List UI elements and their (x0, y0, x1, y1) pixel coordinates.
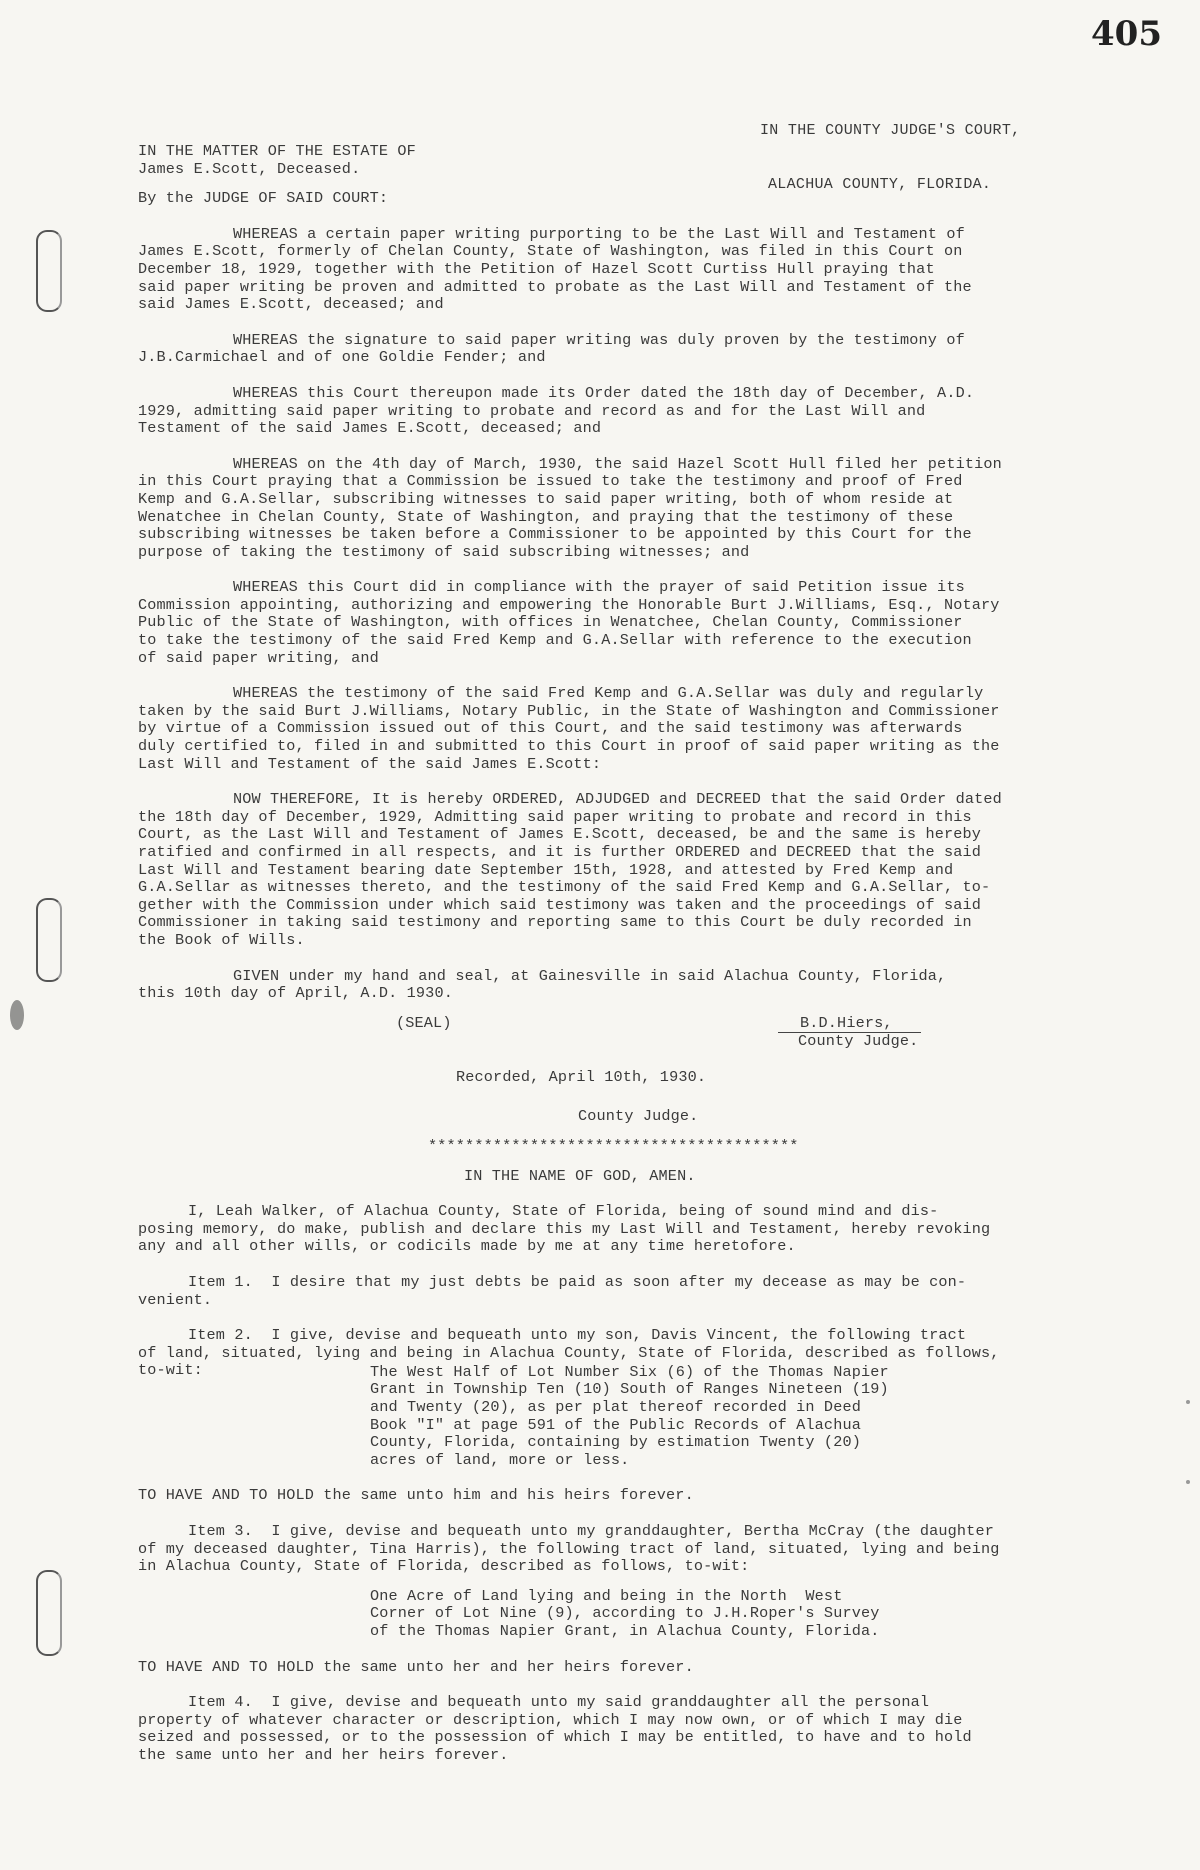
paragraph-line: Public of the State of Washington, with offices in Wenatchee, Chelan County, Commissioner (138, 613, 963, 632)
paragraph-line: the Book of Wills. (138, 930, 305, 949)
paragraph-line: to take the testimony of the said Fred Kemp and G.A.Sellar with reference to the execution (138, 631, 972, 650)
habendum-clause: TO HAVE AND TO HOLD the same unto him and his heirs forever. (138, 1486, 694, 1505)
matter-line: James E.Scott, Deceased. (138, 159, 361, 178)
paragraph-line: the same unto her and her heirs forever. (138, 1745, 509, 1764)
seal-label: (SEAL) (396, 1013, 452, 1032)
paragraph-line: WHEREAS the signature to said paper writing was duly proven by the testimony of (233, 330, 965, 349)
paragraph-line: Item 3. I give, devise and bequeath unto my granddaughter, Bertha McCray (the daughter (188, 1522, 994, 1541)
whereas-paragraph (138, 456, 1128, 562)
paragraph-line: any and all other wills, or codicils made by me at any time heretofore. (138, 1237, 796, 1256)
will-item-3 (138, 1523, 1128, 1576)
whereas-paragraph (138, 385, 1128, 438)
description-line: and Twenty (20), as per plat thereof recorded in Deed (370, 1398, 861, 1417)
paragraph-line: ratified and confirmed in all respects, and it is further ORDERED and DECREED that the said (138, 843, 982, 861)
paragraph-line: Commissioner in taking said testimony and reporting same to this Court be duly recorded in (138, 913, 972, 932)
paragraph-line: said paper writing be proven and admitted to probate as the Last Will and Testament of the (138, 277, 972, 296)
description-line: of the Thomas Napier Grant, in Alachua County, Florida. (370, 1622, 880, 1640)
paragraph-line: WHEREAS the testimony of the said Fred Kemp and G.A.Sellar was duly and regularly (233, 684, 984, 703)
paragraph-line: Court, as the Last Will and Testament of James E.Scott, deceased, be and the same is hereby (138, 825, 982, 844)
judge-title: County Judge. (798, 1031, 919, 1050)
document-body (138, 143, 1128, 1765)
description-line: The West Half of Lot Number Six (6) of the Thomas Napier (370, 1362, 889, 1381)
paragraph-line: J.B.Carmichael and of one Goldie Fender; and (138, 348, 546, 367)
paragraph-line: this 10th day of April, A.D. 1930. (138, 984, 453, 1003)
paragraph-line: WHEREAS this Court did in compliance with the prayer of said Petition issue its (233, 578, 965, 597)
judge-signature: B.D.Hiers, (778, 1015, 921, 1034)
paragraph-line: of land, situated, lying and being in Alachua County, State of Florida, described as follows, (138, 1343, 1000, 1362)
paragraph-line: I, Leah Walker, of Alachua County, State of Florida, being of sound mind and dis- (188, 1202, 939, 1221)
now-therefore-paragraph (138, 791, 1128, 949)
description-line: acres of land, more or less. (370, 1450, 630, 1469)
recorded-line: Recorded, April 10th, 1930. (456, 1067, 707, 1086)
signature-block (138, 1015, 1128, 1051)
court-header-line: ALACHUA COUNTY, FLORIDA. (768, 176, 992, 193)
paper-speck (1186, 1480, 1190, 1484)
paragraph-line: WHEREAS this Court thereupon made its Order dated the 18th day of December, A.D. (233, 383, 975, 402)
paragraph-line: December 18, 1929, together with the Petition of Hazel Scott Curtiss Hull praying that (138, 259, 935, 278)
description-line: County, Florida, containing by estimation Twenty (20) (370, 1433, 861, 1452)
whereas-paragraph (138, 226, 1128, 314)
land-description (138, 1361, 1128, 1470)
whereas-paragraph (138, 332, 1128, 367)
by-judge: By the JUDGE OF SAID COURT: (138, 189, 389, 208)
paragraph-line: Last Will and Testament of the said James E.Scott: (138, 754, 602, 773)
binder-hole-top (36, 230, 62, 312)
paragraph-line: Commission appointing, authorizing and empowering the Honorable Burt J.Williams, Esq., Notary (138, 595, 1000, 614)
binder-hole-middle (36, 898, 62, 982)
paragraph-line: WHEREAS a certain paper writing purporting to be the Last Will and Testament of (233, 224, 965, 243)
paragraph-line: Item 2. I give, devise and bequeath unto my son, Davis Vincent, the following tract (188, 1326, 967, 1345)
habendum-clause: TO HAVE AND TO HOLD the same unto her and her heirs forever. (138, 1657, 694, 1676)
description-line: Corner of Lot Nine (9), according to J.H.Roper's Survey (370, 1604, 880, 1623)
paragraph-line: in this Court praying that a Commission be issued to take the testimony and proof of Fred (138, 472, 963, 491)
will-item-1 (138, 1274, 1128, 1309)
paragraph-line: purpose of taking the testimony of said subscribing witnesses; and (138, 542, 750, 561)
paragraph-line: Wenatchee in Chelan County, State of Washington, and praying that the testimony of these (138, 507, 954, 526)
paragraph-line: in Alachua County, State of Florida, described as follows, to-wit: (138, 1557, 750, 1576)
description-line: One Acre of Land lying and being in the North West (370, 1586, 843, 1605)
whereas-paragraph (138, 579, 1128, 667)
paragraph-line: seized and possessed, or to the possession of which I may be entitled, to have and to hold (138, 1728, 972, 1747)
paragraph-line: Last Will and Testament bearing date September 15th, 1928, and attested by Fred Kemp and (138, 860, 954, 879)
given-paragraph (138, 968, 1128, 1003)
description-line: Book "I" at page 591 of the Public Records of Alachua (370, 1415, 861, 1434)
will-item-4 (138, 1694, 1128, 1764)
paragraph-line: subscribing witnesses be taken before a Commissioner to be appointed by this Court for the (138, 525, 972, 544)
paragraph-line: Kemp and G.A.Sellar, subscribing witnesses to said paper writing, both of whom reside at (138, 489, 954, 508)
paragraph-line: gether with the Commission under which said testimony was taken and the proceedings of said (138, 895, 982, 914)
paragraph-line: of said paper writing, and (138, 648, 379, 667)
paragraph-line: to-wit: (138, 1361, 203, 1380)
matter-line: IN THE MATTER OF THE ESTATE OF (138, 142, 416, 160)
description-line: Grant in Township Ten (10) South of Ranges Nineteen (19) (370, 1380, 889, 1399)
will-intro-paragraph (138, 1203, 1128, 1256)
paragraph-line: 1929, admitting said paper writing to probate and record as and for the Last Will and (138, 401, 926, 420)
paragraph-line: posing memory, do make, publish and declare this my Last Will and Testament, hereby revoking (138, 1219, 991, 1238)
paragraph-line: duly certified to, filed in and submitted to this Court in proof of said paper writing as the (138, 737, 1000, 756)
paragraph-line: by virtue of a Commission issued out of this Court, and the said testimony was afterwards (138, 719, 963, 738)
paragraph-line: of my deceased daughter, Tina Harris), the following tract of land, situated, lying and being (138, 1539, 1000, 1558)
binder-hole-bottom (36, 1570, 62, 1656)
separator: **************************************** (428, 1136, 799, 1155)
will-heading: IN THE NAME OF GOD, AMEN. (464, 1166, 696, 1185)
paper-speck (1186, 1400, 1190, 1404)
paragraph-line: Item 4. I give, devise and bequeath unto my said granddaughter all the personal (188, 1693, 930, 1712)
whereas-paragraph (138, 685, 1128, 773)
paragraph-line: property of whatever character or description, which I may now own, or of which I may die (138, 1710, 963, 1729)
paragraph-line: WHEREAS on the 4th day of March, 1930, the said Hazel Scott Hull filed her petition (233, 454, 1002, 473)
paragraph-line: James E.Scott, formerly of Chelan County, State of Washington, was filed in this Court on (138, 242, 963, 261)
paragraph-line: Item 1. I desire that my just debts be paid as soon after my decease as may be con- (188, 1272, 967, 1291)
paragraph-line: NOW THEREFORE, It is hereby ORDERED, ADJUDGED and DECREED that the said Order dated (233, 790, 1002, 809)
ink-smudge (10, 1000, 24, 1030)
paragraph-line: GIVEN under my hand and seal, at Gainesville in said Alachua County, Florida, (233, 966, 947, 985)
paragraph-line: venient. (138, 1290, 213, 1309)
court-header-line: IN THE COUNTY JUDGE'S COURT, (760, 122, 1021, 139)
page-number: 405 (1091, 14, 1162, 54)
recorded-title: County Judge. (578, 1107, 699, 1126)
paragraph-line: taken by the said Burt J.Williams, Notary Public, in the State of Washington and Commissioner (138, 701, 1000, 720)
paragraph-line: said James E.Scott, deceased; and (138, 295, 444, 314)
paragraph-line: the 18th day of December, 1929, Admitting said paper writing to probate and record in this (138, 807, 972, 826)
paragraph-line: Testament of the said James E.Scott, deceased; and (138, 419, 602, 438)
land-description (138, 1588, 1128, 1641)
paragraph-line: G.A.Sellar as witnesses thereto, and the testimony of the said Fred Kemp and G.A.Sellar, to- (138, 878, 991, 897)
